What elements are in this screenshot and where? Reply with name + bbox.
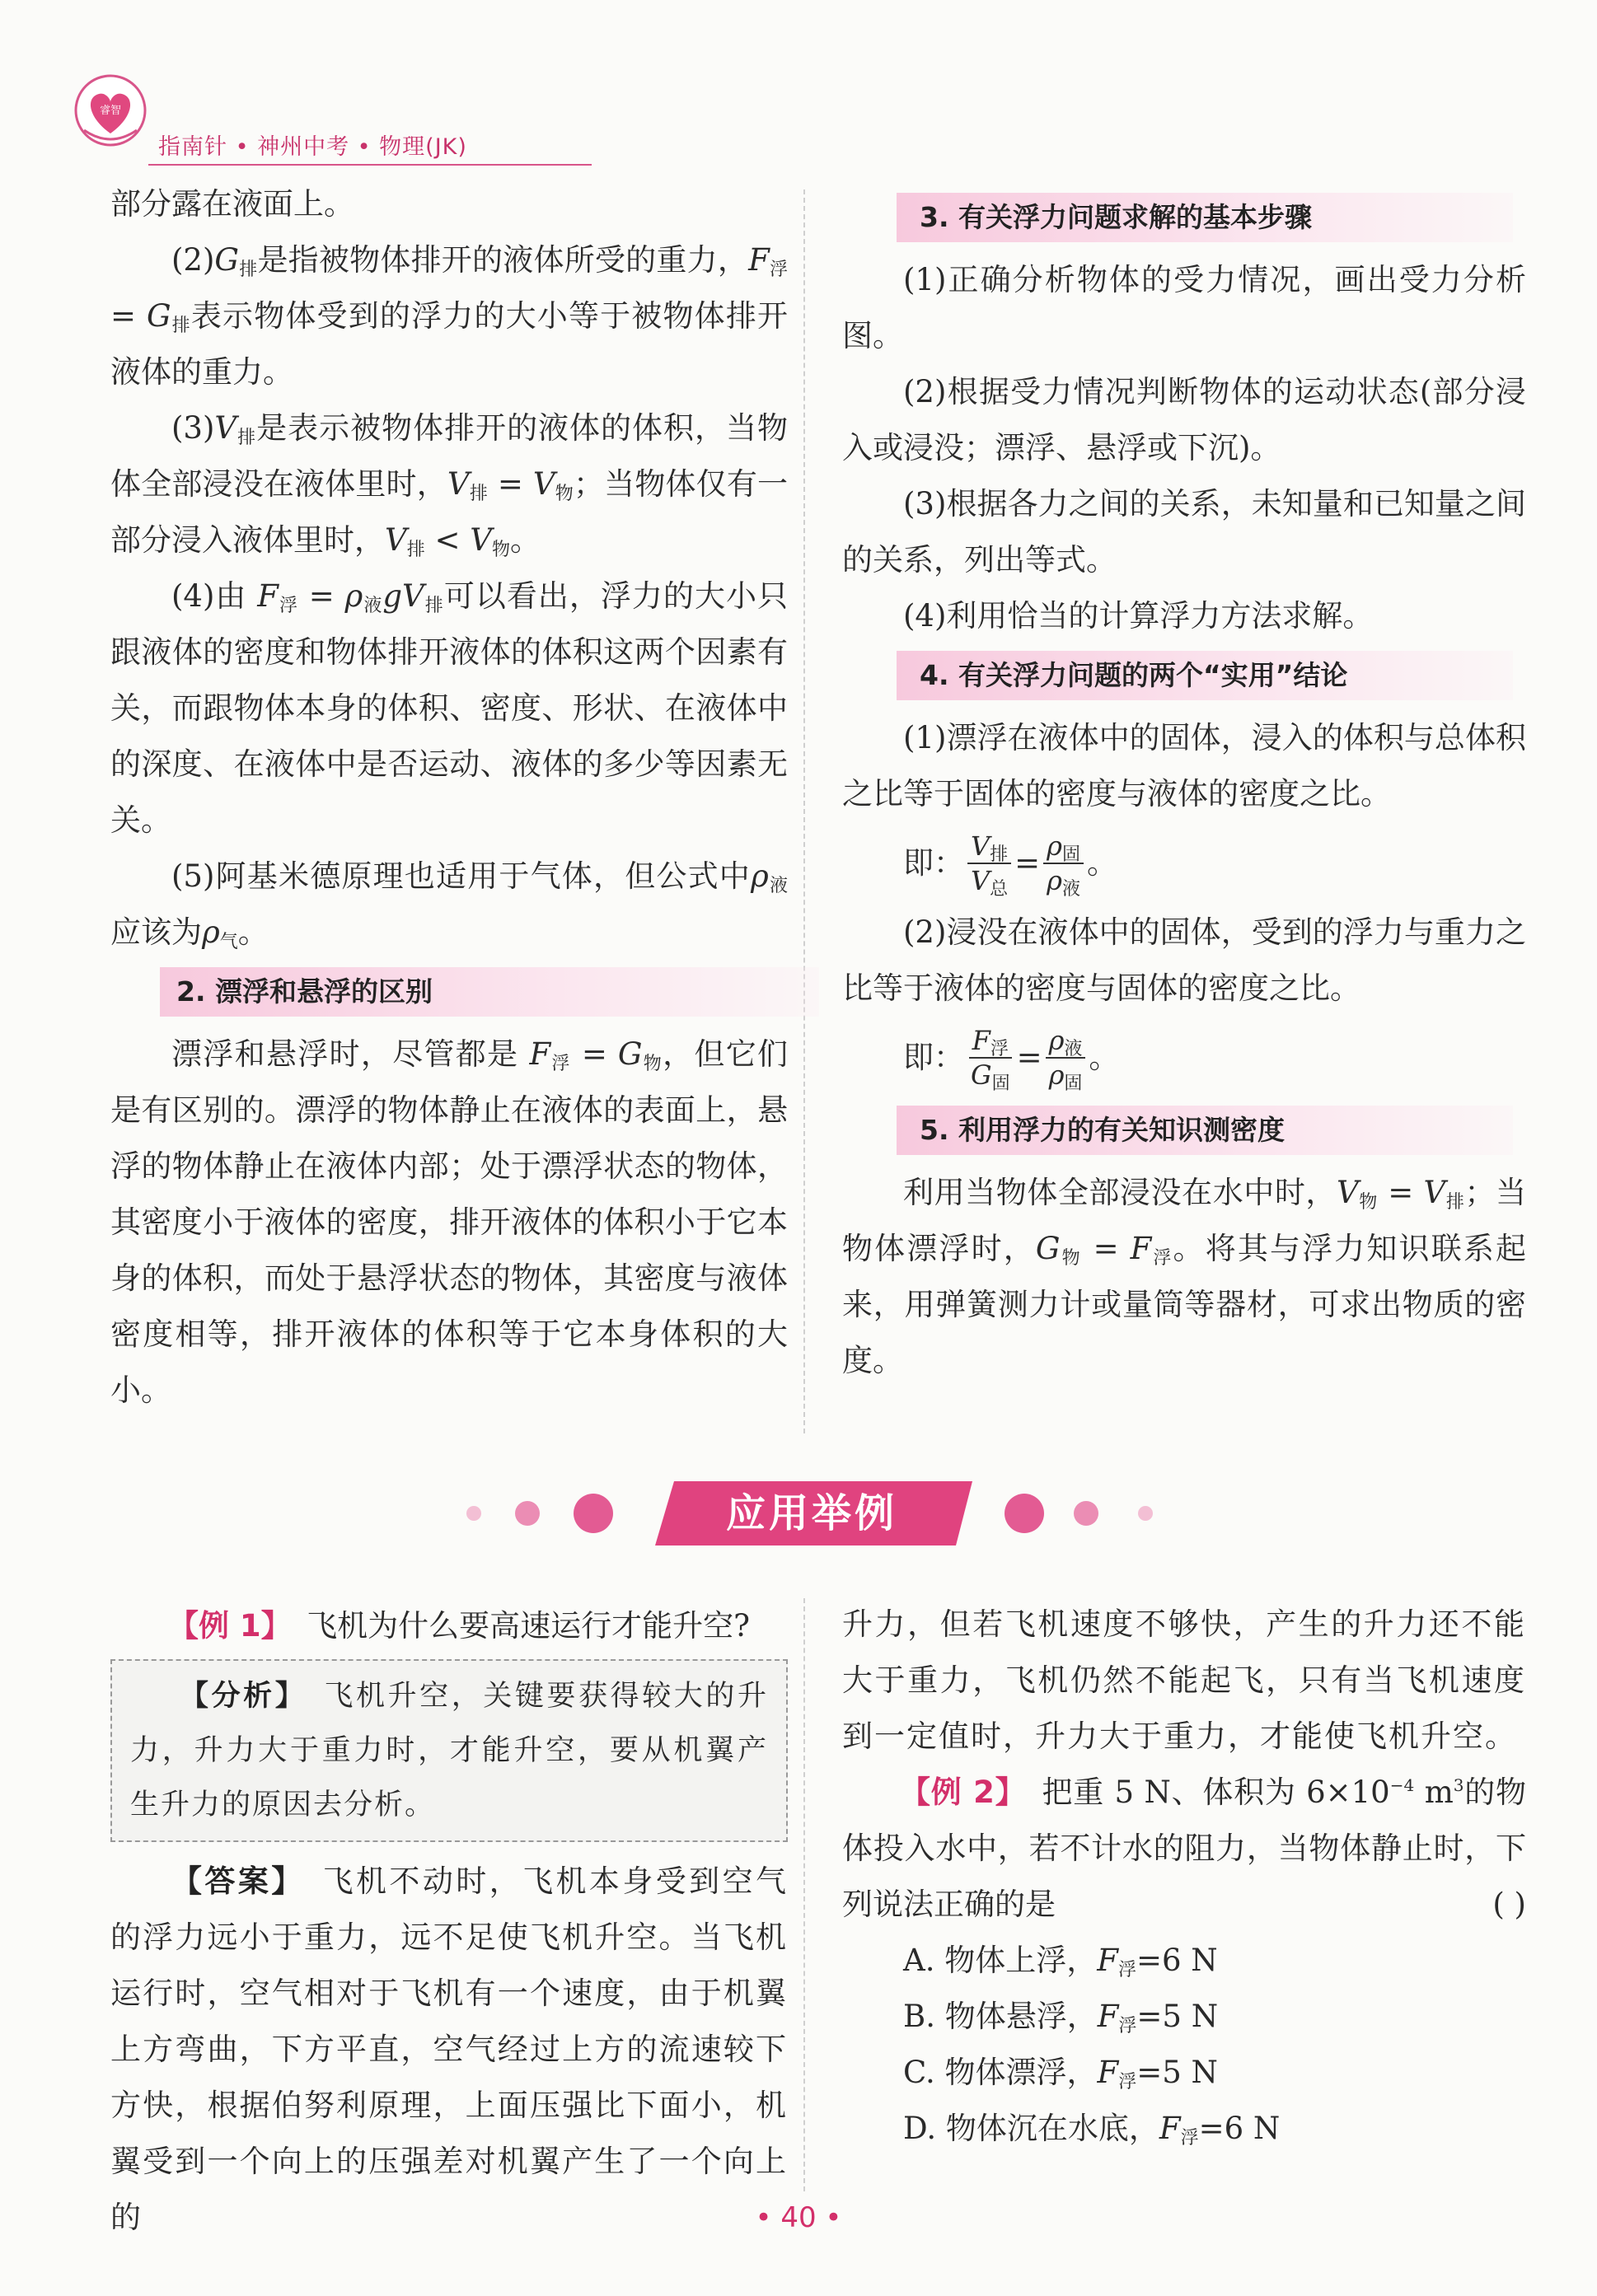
heart-logo-icon bbox=[73, 72, 148, 148]
step-item: (2)根据受力情况判断物体的运动状态(部分浸入或浸没；漂浮、悬浮或下沉)。 bbox=[842, 374, 1526, 465]
step-item: (4)利用恰当的计算浮力方法求解。 bbox=[903, 598, 1374, 634]
section-title-3: 3. 有关浮力问题求解的基本步骤 bbox=[897, 193, 1513, 242]
analysis-text: 飞机升空，关键要获得较大的升力，升力大于重力时，才能升空，要从机翼产生升力的原因去分析。 bbox=[130, 1680, 768, 1821]
page-number: • 40 • bbox=[755, 2201, 842, 2234]
conclusion-1: (1)漂浮在液体中的固体，浸入的体积与总体积之比等于固体的密度与液体的密度之比。 bbox=[842, 720, 1526, 811]
formula-force-ratio: 即： $\frac{F_浮}{G_固}$ = $\frac{\rho_液}{\rho_固}$ 。 bbox=[903, 1025, 1120, 1094]
example-2-tag: 【例 2】 bbox=[900, 1775, 1011, 1810]
left-column bbox=[110, 176, 788, 1419]
example-1-tag: 【例 1】 bbox=[168, 1608, 277, 1644]
paragraph-v-pai: $(3)V_排$是表示被物体排开的液体的体积，当物体全部浸没在液体里时，$V_排 = V_物$；当物体仅有一部分浸入液体里时，$V_排 < V_物$。 bbox=[110, 410, 789, 560]
header-rule bbox=[148, 164, 592, 166]
svg-text:睿智: 睿智 bbox=[99, 105, 122, 117]
paragraph-g-pai: $(2)G_排$是指被物体排开的液体所受的重力，$F_浮 = G_排$表示物体受到的浮力的大小等于被物体排开液体的重力。 bbox=[110, 242, 788, 390]
example-2-question: 【例 2】 把重 5 N、体积为 $6\times 10^{-4}$ $m^3$的物体投入水中，若不计水的阻力，当物体静止时，下列说法正确的是 ( ) bbox=[842, 1765, 1526, 1933]
step-item: (3)根据各力之间的关系，未知量和已知量之间的关系，列出等式。 bbox=[842, 486, 1526, 578]
example-1 bbox=[110, 1598, 788, 2246]
answer-tag: 【答案】 bbox=[171, 1863, 290, 1899]
option-a: A. 物体上浮，$F_浮=6$ N bbox=[903, 1943, 1218, 1980]
option-d: D. 物体沉在水底，$F_浮=6$ N bbox=[903, 2111, 1281, 2149]
paragraph-continued: 部分露在液面上。 bbox=[110, 186, 354, 222]
series-title: 指南针 • 神州中考 • 物理(JK) bbox=[158, 134, 467, 160]
example-1-question: 【例 1】 飞机为什么要高速运行才能升空? bbox=[168, 1608, 750, 1644]
analysis-tag: 【分析】 bbox=[180, 1680, 293, 1713]
paragraph-measure-density: 利用当物体全部浸没在水中时，$V_物 = V_排$；当物体漂浮时，$G_物 = F_浮$。将其与浮力知识联系起来，用弹簧测力计或量筒等器材，可求出物质的密度。 bbox=[842, 1175, 1526, 1378]
formula-volume-ratio: 即： $\frac{V_排}{V_总}$ = $\frac{\rho_固}{\rho_液}$ 。 bbox=[903, 830, 1117, 900]
right-lower bbox=[842, 1597, 1526, 2157]
banner-title: 应用举例 bbox=[725, 1490, 897, 1536]
right-column bbox=[842, 186, 1526, 1389]
paragraph-gas: (5)阿基米德原理也适用于气体，但公式中$\rho_液$应该为$\rho_气$。 bbox=[110, 858, 788, 952]
section-title-2: 2. 漂浮和悬浮的区别 bbox=[160, 967, 819, 1017]
column-divider-lower bbox=[803, 1598, 805, 2191]
conclusion-2: (2)浸没在液体中的固体，受到的浮力与重力之比等于液体的密度与固体的密度之比。 bbox=[842, 914, 1526, 1006]
answer-blank: ( ) bbox=[1492, 1887, 1526, 1922]
answer-text: 【答案】 飞机不动时，飞机本身受到空气的浮力远小于重力，远不足使飞机升空。当飞机运行时，空气相对于飞机有一个速度，由于机翼上方弯曲，下方平直，空气经过上方的流速较下方快，根据伯努利原理，上面压强比下面小，机翼受到一个向上的压强差对机翼产生了一个向上的 bbox=[110, 1863, 789, 2235]
section-title-4: 4. 有关浮力问题的两个“实用”结论 bbox=[897, 651, 1513, 700]
option-b: B. 物体悬浮，$F_浮=5$ N bbox=[903, 1999, 1219, 2036]
section-title-5: 5. 利用浮力的有关知识测密度 bbox=[897, 1106, 1513, 1155]
analysis-box bbox=[110, 1659, 788, 1842]
step-item: (1)正确分析物体的受力情况，画出受力分析图。 bbox=[842, 262, 1526, 353]
paragraph-formula: (4)由 $F_浮 = \rho_液gV_排$可以看出，浮力的大小只跟液体的密度和物体排开液体的体积这两个因素有关，而跟物体本身的体积、密度、形状、在液体中的深度、在液体中是否运动、液体的多少等因素无关。 bbox=[110, 578, 788, 838]
option-c: C. 物体漂浮，$F_浮=5$ N bbox=[903, 2055, 1218, 2093]
column-divider bbox=[803, 189, 805, 1433]
paragraph-float-suspend: 漂浮和悬浮时，尽管都是 $F_浮 = G_物$，但它们是有区别的。漂浮的物体静止在液体的表面上，悬浮的物体静止在液体内部；处于漂浮状态的物体，其密度小于液体的密度，排开液体的体积小于它本身的体积，而处于悬浮状态的物体，其密度与液体密度相等，排开液体的体积等于它本身体积的大小。 bbox=[110, 1036, 788, 1408]
answer-continued: 升力，但若飞机速度不够快，产生的升力还不能大于重力，飞机仍然不能起飞，只有当飞机速度到一定值时，升力大于重力，才能使飞机升空。 bbox=[842, 1606, 1526, 1754]
